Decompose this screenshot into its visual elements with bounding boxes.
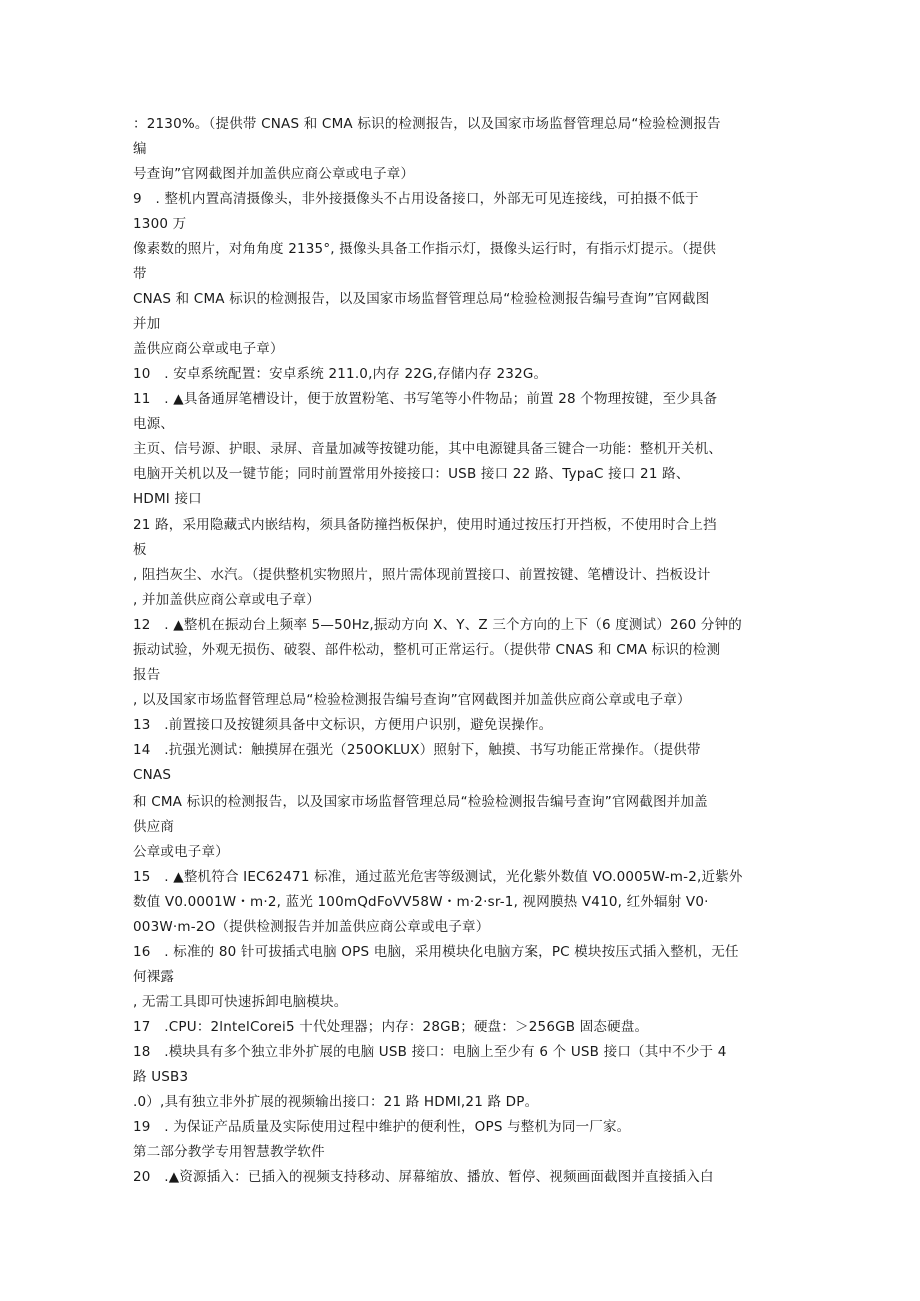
text-line: 13 .前置接口及按键须具备中文标识，方便用户识别，避免误操作。 — [133, 717, 553, 733]
text-line: , 无需工具即可快速拆卸电脑模块。 — [133, 994, 348, 1010]
text-line: 电源、 — [133, 416, 175, 432]
text-line: 盖供应商公章或电子章） — [133, 341, 284, 357]
text-line: .0）,具有独立非外扩展的视频输出接口：21 路 HDMI,21 路 DP。 — [133, 1094, 539, 1110]
text-line: 像素数的照片，对角角度 2135°, 摄像头具备工作指示灯，摄像头运行时，有指示灯提示。（提供 — [133, 241, 717, 257]
text-line: 19 . 为保证产品质量及实际使用过程中维护的便利性，OPS 与整机为同一厂家。 — [133, 1119, 631, 1135]
text-line: 板 — [133, 542, 147, 558]
text-line: 17 .CPU：2lntelCorei5 十代处理器；内存：28GB；硬盘：＞256GB 固态硬盘。 — [133, 1019, 649, 1035]
text-line: 15 . ▲整机符合 IEC62471 标准，通过蓝光危害等级测试，光化紫外数值 VO.0005W-m-2,近紫外 — [133, 869, 743, 885]
text-line: 14 .抗强光测试：触摸屏在强光（250OKLUX）照射下，触摸、书写功能正常操作。（提供带 — [133, 742, 701, 758]
text-line: 20 .▲资源插入：已插入的视频支持移动、屏幕缩放、播放、暂停、视频画面截图并直接插入白 — [133, 1169, 714, 1185]
text-line: CNAS — [133, 767, 172, 783]
text-line: 10 . 安卓系统配置：安卓系统 211.0,内存 22G,存储内存 232G。 — [133, 366, 548, 382]
text-line: ：2130%。（提供带 CNAS 和 CMA 标识的检测报告，以及国家市场监督管理总局“检验检测报告 — [133, 116, 721, 132]
text-line: , 阻挡灰尘、水汽。（提供整机实物照片，照片需体现前置接口、前置按键、笔槽设计、挡板设计 — [133, 567, 711, 583]
text-line: 供应商 — [133, 819, 175, 835]
text-line: 和 CMA 标识的检测报告，以及国家市场监督管理总局“检验检测报告编号查询”官网截图并加盖 — [133, 794, 708, 810]
text-line: 电脑开关机以及一键节能；同时前置常用外接接口：USB 接口 22 路、TypaC 接口 21 路、 — [133, 466, 690, 482]
text-line: 9 . 整机内置高清摄像头，非外接摄像头不占用设备接口，外部无可见连接线，可拍摄不低于 — [133, 191, 699, 207]
text-line: 数值 V0.0001W・m·2, 蓝光 100mQdFoVV58W・m·2·sr-1, 视网膜热 V410, 红外辐射 V0· — [133, 894, 709, 910]
text-line: 何裸露 — [133, 969, 175, 985]
text-line: 主页、信号源、护眼、录屏、音量加减等按键功能，其中电源键具备三键合一功能：整机开关机、 — [133, 441, 723, 457]
text-line: 并加 — [133, 316, 161, 332]
text-line: 18 .模块具有多个独立非外扩展的电脑 USB 接口：电脑上至少有 6 个 USB 接口（其中不少于 4 — [133, 1044, 727, 1060]
text-line: 1300 万 — [133, 216, 187, 232]
text-line: 编 — [133, 141, 147, 157]
text-line: , 以及国家市场监督管理总局“检验检测报告编号查询”官网截图并加盖供应商公章或电子章） — [133, 692, 691, 708]
text-line: 12 . ▲整机在振动台上频率 5—50Hz,振动方向 X、Y、Z 三个方向的上下（6 度测试）260 分钟的 — [133, 617, 742, 633]
section-heading: 第二部分教学专用智慧教学软件 — [133, 1144, 325, 1160]
text-line: 振动试验，外观无损伤、破裂、部件松动，整机可正常运行。（提供带 CNAS 和 CMA 标识的检测 — [133, 642, 721, 658]
text-line: 路 USB3 — [133, 1069, 189, 1085]
text-line: HDMI 接口 — [133, 491, 202, 507]
text-line: , 并加盖供应商公章或电子章） — [133, 592, 321, 608]
text-line: 带 — [133, 266, 147, 282]
text-line: 21 路，采用隐藏式内嵌结构，须具备防撞挡板保护，使用时通过按压打开挡板，不使用时合上挡 — [133, 517, 717, 533]
text-line: 公章或电子章） — [133, 844, 229, 860]
text-line: 003W·m-2O（提供检测报告并加盖供应商公章或电子章） — [133, 919, 490, 935]
text-line: 报告 — [133, 667, 161, 683]
text-line: CNAS 和 CMA 标识的检测报告，以及国家市场监督管理总局“检验检测报告编号查询”官网截图 — [133, 291, 710, 307]
text-line: 16 . 标准的 80 针可拔插式电脑 OPS 电脑，采用模块化电脑方案，PC 模块按压式插入整机，无任 — [133, 944, 739, 960]
text-line: 11 . ▲具备通屏笔槽设计，便于放置粉笔、书写笔等小件物品；前置 28 个物理按键，至少具备 — [133, 391, 718, 407]
text-line: 号查询”官网截图并加盖供应商公章或电子章） — [133, 166, 415, 182]
